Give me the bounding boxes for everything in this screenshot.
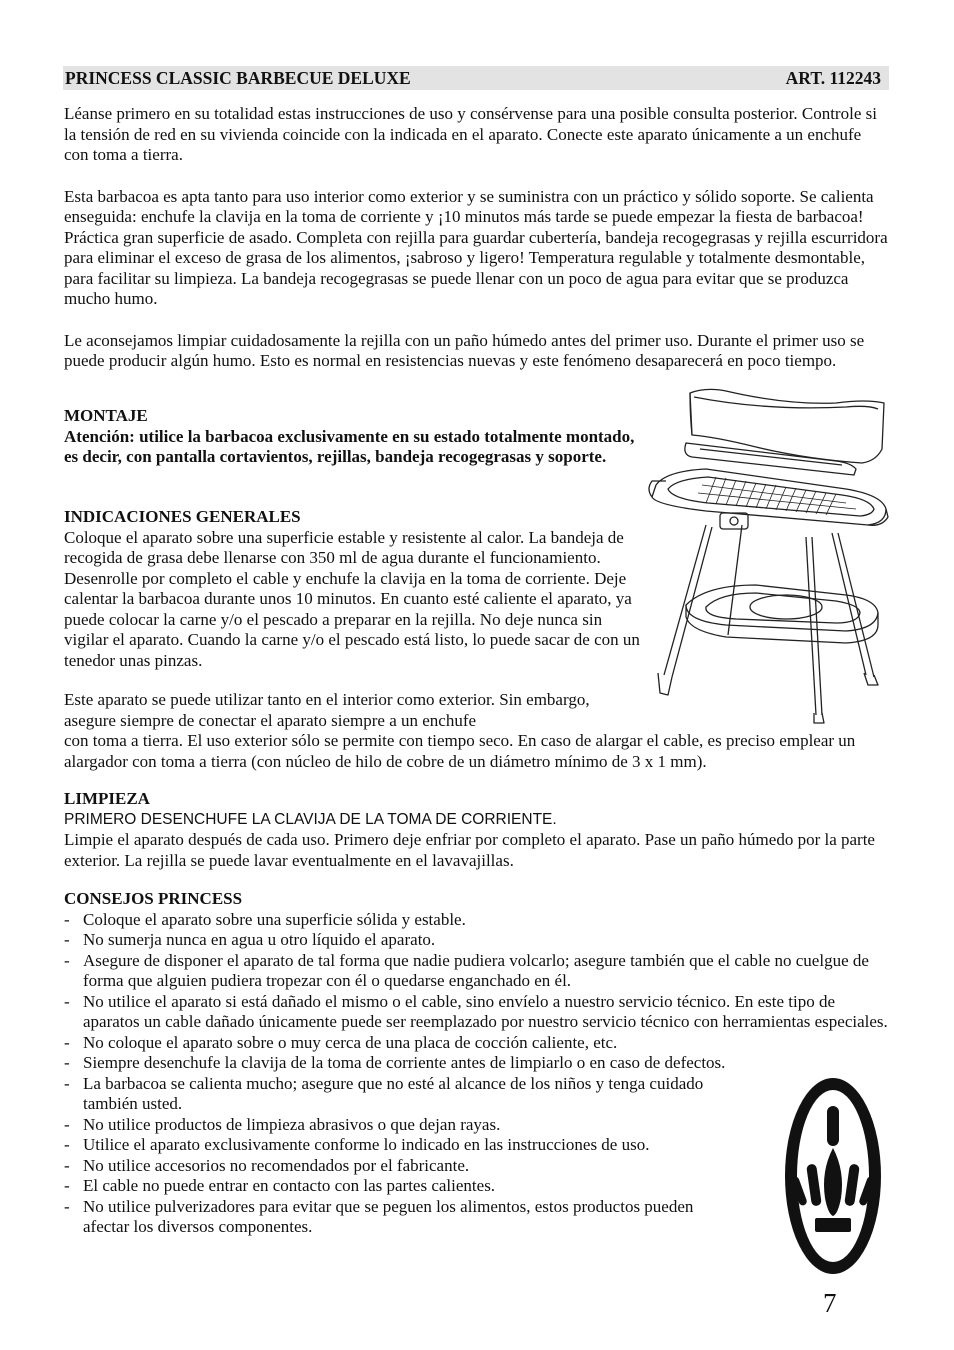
limpieza-warning: PRIMERO DESENCHUFE LA CLAVIJA DE LA TOMA DE CORRIENTE. <box>64 810 557 828</box>
list-item: - El cable no puede entrar en contacto con las partes calientes. <box>64 1176 890 1197</box>
list-item: - No utilice productos de limpieza abrasivos o que dejan rayas. <box>64 1115 890 1136</box>
limpieza-heading: LIMPIEZA <box>64 789 150 808</box>
consejos-section <box>64 889 890 1238</box>
list-item: - No coloque el aparato sobre o muy cerca de una placa de cocción caliente, etc. <box>64 1033 890 1054</box>
limpieza-section <box>64 789 890 871</box>
indicaciones-paragraph-2a: Este aparato se puede utilizar tanto en el interior como exterior. Sin embargo, asegure siempre de conectar el aparato siempre a un enchufe <box>64 690 590 730</box>
list-item: - No sumerja nunca en agua u otro líquido el aparato. <box>64 930 890 951</box>
list-item: - La barbacoa se calienta mucho; asegure que no esté al alcance de los niños y tenga cuidado también usted. <box>64 1074 733 1115</box>
list-item: - No utilice pulverizadores para evitar que se peguen los alimentos, estos productos pueden afectar los diversos componentes. <box>64 1197 733 1238</box>
limpieza-paragraph: Limpie el aparato después de cada uso. Primero deje enfriar por completo el aparato. Pase un paño húmedo por la parte exterior. La rejilla se puede lavar eventualmente en el lavavajillas. <box>64 830 875 870</box>
indicaciones-heading: INDICACIONES GENERALES <box>64 507 301 526</box>
consejos-heading: CONSEJOS PRINCESS <box>64 889 243 908</box>
princess-logo <box>783 1076 883 1276</box>
list-item: - Coloque el aparato sobre una superficie sólida y estable. <box>64 910 890 931</box>
list-item: - No utilice el aparato si está dañado el mismo o el cable, sino envíelo a nuestro servicio técnico. En este tipo de aparatos un cable dañado únicamente puede ser reemplazado por nuestro servicio técnico con herramientas especiales. <box>64 992 890 1033</box>
barbecue-illustration <box>646 385 890 725</box>
list-item: - No utilice accesorios no recomendados por el fabricante. <box>64 1156 890 1177</box>
intro-section <box>64 104 890 372</box>
list-item: - Asegure de disponer el aparato de tal forma que nadie pudiera volcarlo; asegure también que el cable no cuelgue de forma que alguien pudiera tropezar con él o quedarse enganchado en él. <box>64 951 890 992</box>
montaje-section <box>64 406 639 468</box>
page-number: 7 <box>823 1288 837 1318</box>
intro-paragraph-3: Le aconsejamos limpiar cuidadosamente la rejilla con un paño húmedo antes del primer uso. Durante el primer uso se puede producir algún humo. Esto es normal en resistencias nuevas y este fenómeno desaparecerá en poco tiempo. <box>64 330 865 370</box>
page-header <box>63 66 889 90</box>
list-item: - Siempre desenchufe la clavija de la toma de corriente antes de limpiarlo o en caso de defectos. <box>64 1053 748 1074</box>
list-item: - Utilice el aparato exclusivamente conforme lo indicado en las instrucciones de uso. <box>64 1135 890 1156</box>
consejos-list <box>64 910 890 1238</box>
indicaciones-paragraph-2b: con toma a tierra. El uso exterior sólo se permite con tiempo seco. En caso de alargar el cable, es preciso emplear un alargador con toma a tierra (con núcleo de hilo de cobre de un diámetro mínimo de 3 x 1 mm). <box>64 731 856 771</box>
intro-paragraph-2: Esta barbacoa es apta tanto para uso interior como exterior y se suministra con un práctico y sólido soporte. Se calienta enseguida: enchufe la clavija en la toma de corriente y ¡10 minutos más tarde se puede empezar la fiesta de barbacoa! Práctica gran superficie de asado. Completa con rejilla para guardar cubertería, bandeja recogegrasas y rejilla escurridora para eliminar el exceso de grasa de los alimentos, ¡sabroso y ligero! Temperatura regulable y totalmente desmontable, para facilitar su limpieza. La bandeja recogegrasas se puede llenar con un poco de agua para evitar que se produzca mucho humo. <box>64 186 888 308</box>
indicaciones-paragraph-1: Coloque el aparato sobre una superficie estable y resistente al calor. La bandeja de recogida de grasa debe llenarse con 350 ml de agua durante el funcionamiento. Desenrolle por completo el cable y enchufe la clavija en la toma de corriente. Deje calentar la barbacoa durante unos 10 minutos. En cuanto esté caliente el aparato, ya puede colocar la carne y/o el pescado a preparar en la rejilla. No deje nunca sin vigilar el aparato. Cuando la carne y/o el pescado está listo, lo puede sacar de con un tenedor unas pinzas. <box>64 527 640 670</box>
product-title: PRINCESS CLASSIC BARBECUE DELUXE <box>65 68 411 88</box>
intro-paragraph-1: Léanse primero en su totalidad estas instrucciones de uso y consérvense para una posible consulta posterior. Controle si la tensión de red en su vivienda coincide con la indicada en el aparato. Conecte este aparato únicamente a un enchufe con toma a tierra. <box>64 104 877 164</box>
montaje-warning: Atención: utilice la barbacoa exclusivamente en su estado totalmente montado, es decir, con pantalla cortavientos, rejillas, bandeja recogegrasas y soporte. <box>64 426 635 466</box>
montaje-heading: MONTAJE <box>64 406 148 425</box>
article-number: ART. 112243 <box>785 68 881 88</box>
indicaciones-section <box>64 507 642 671</box>
